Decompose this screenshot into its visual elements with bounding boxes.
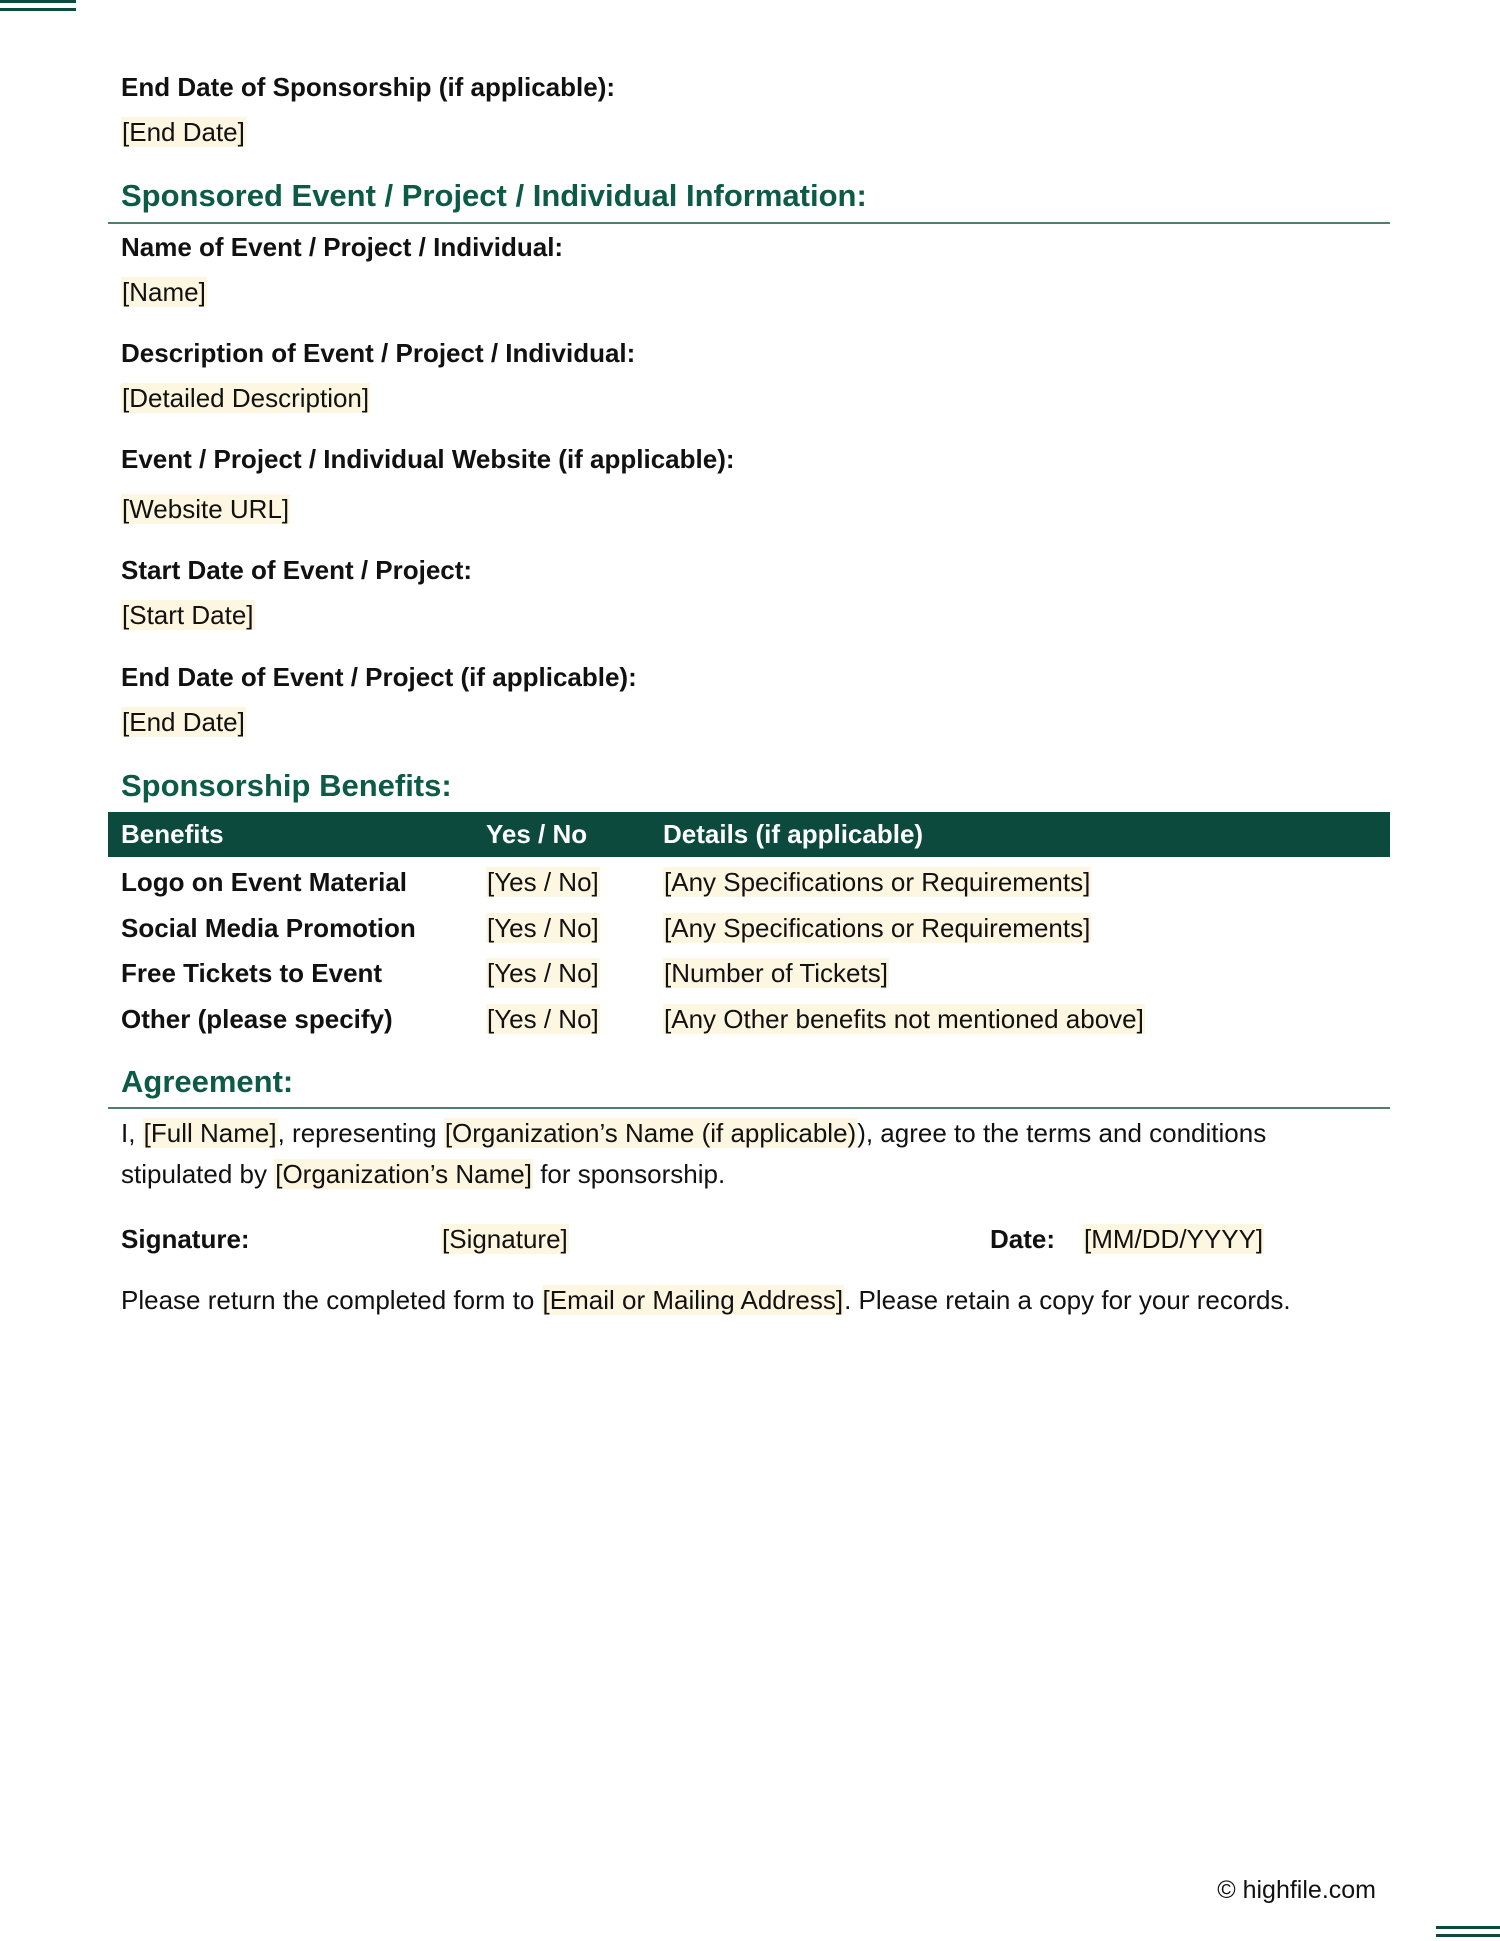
return-text: Please return the completed form to [121, 1285, 542, 1315]
organization-name-applicable-value[interactable]: [Organization’s Name (if applicable) [444, 1118, 857, 1148]
corner-decoration-bottom-line-2 [1436, 1934, 1500, 1937]
agreement-text: , representing [277, 1118, 444, 1148]
signature-value[interactable]: [Signature] [442, 1224, 568, 1254]
end-date-sponsorship-value[interactable]: [End Date] [122, 117, 245, 147]
agreement-paragraph [121, 1113, 1381, 1195]
agreement-section-divider [108, 1107, 1390, 1109]
corner-decoration-top-line-1 [0, 0, 76, 3]
date-label: Date: [990, 1224, 1056, 1254]
organization-name-value[interactable]: [Organization’s Name] [275, 1159, 532, 1189]
date-value[interactable]: [MM/DD/YYYY] [1084, 1224, 1264, 1254]
agreement-text: ), agree to the terms and conditions stipulated by [121, 1118, 1267, 1189]
event-name-value[interactable]: [Name] [122, 277, 206, 307]
benefit-name: Free Tickets to Event [121, 958, 383, 988]
event-start-date-value[interactable]: [Start Date] [122, 600, 254, 630]
corner-decoration-bottom-line-1 [1436, 1926, 1500, 1929]
benefit-name: Social Media Promotion [121, 913, 416, 943]
benefit-details-value[interactable]: [Number of Tickets] [664, 958, 888, 988]
agreement-text: for sponsorship. [532, 1159, 726, 1189]
event-end-date-field[interactable] [121, 707, 246, 738]
full-name-value[interactable]: [Full Name] [143, 1118, 277, 1148]
event-name-label: Name of Event / Project / Individual: [121, 232, 564, 262]
date-field[interactable] [1083, 1224, 1264, 1255]
signature-field[interactable] [441, 1224, 569, 1255]
event-name-field[interactable] [121, 277, 207, 308]
yes-no-column-header: Yes / No [486, 819, 588, 849]
benefit-yes-no-value[interactable]: [Yes / No] [487, 958, 599, 988]
benefits-section-title: Sponsorship Benefits: [121, 768, 452, 803]
signature-label: Signature: [121, 1224, 250, 1254]
event-website-value[interactable]: [Website URL] [122, 494, 290, 524]
event-end-date-label: End Date of Event / Project (if applicable): [121, 662, 637, 692]
benefits-column-header: Benefits [121, 819, 224, 849]
info-section-title: Sponsored Event / Project / Individual Information: [121, 178, 867, 213]
event-end-date-value[interactable]: [End Date] [122, 707, 245, 737]
event-website-field[interactable] [121, 494, 290, 525]
benefit-details-value[interactable]: [Any Other benefits not mentioned above] [664, 1004, 1144, 1034]
end-date-sponsorship-label: End Date of Sponsorship (if applicable): [121, 72, 616, 102]
agreement-section-title: Agreement: [121, 1064, 294, 1099]
event-description-field[interactable] [121, 383, 370, 414]
info-section-divider [108, 222, 1390, 224]
return-instructions [121, 1280, 1381, 1321]
benefit-details-value[interactable]: [Any Specifications or Requirements] [664, 867, 1091, 897]
event-description-label: Description of Event / Project / Individual: [121, 338, 636, 368]
benefit-yes-no-value[interactable]: [Yes / No] [487, 1004, 599, 1034]
event-description-value[interactable]: [Detailed Description] [122, 383, 370, 413]
return-address-value[interactable]: [Email or Mailing Address] [542, 1285, 844, 1315]
agreement-text: I, [121, 1118, 143, 1148]
event-website-label: Event / Project / Individual Website (if applicable): [121, 444, 735, 474]
benefit-yes-no-value[interactable]: [Yes / No] [487, 913, 599, 943]
benefit-name: Logo on Event Material [121, 867, 408, 897]
event-start-date-label: Start Date of Event / Project: [121, 555, 473, 585]
return-text: . Please retain a copy for your records. [844, 1285, 1291, 1315]
benefit-details-value[interactable]: [Any Specifications or Requirements] [664, 913, 1091, 943]
benefit-yes-no-value[interactable]: [Yes / No] [487, 867, 599, 897]
corner-decoration-top-line-2 [0, 8, 76, 11]
details-column-header: Details (if applicable) [663, 819, 924, 849]
benefits-table-header [108, 812, 1390, 857]
copyright-footer: © highfile.com [1217, 1876, 1376, 1904]
event-start-date-field[interactable] [121, 600, 255, 631]
benefit-name: Other (please specify) [121, 1004, 393, 1034]
end-date-sponsorship-field[interactable] [121, 117, 246, 148]
